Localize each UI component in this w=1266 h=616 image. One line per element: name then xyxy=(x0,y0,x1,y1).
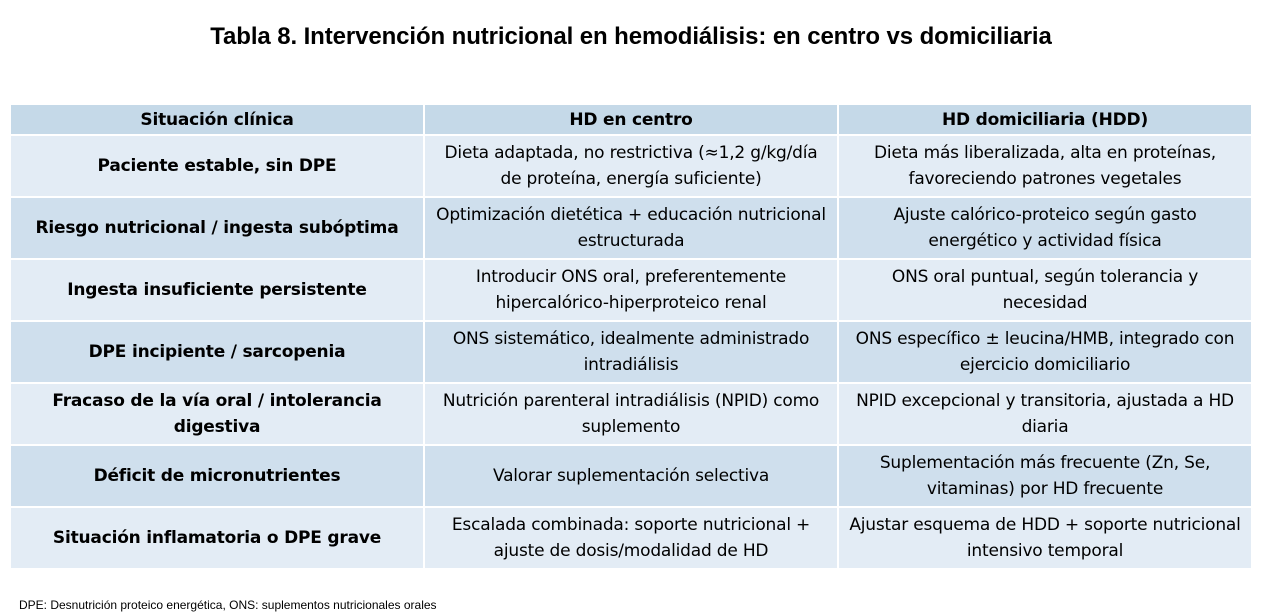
table-title: Tabla 8. Intervención nutricional en hemodiálisis: en centro vs domiciliaria xyxy=(210,23,1052,50)
cell-situacion: Ingesta insuficiente persistente xyxy=(10,259,424,321)
header-situacion-clinica: Situación clínica xyxy=(10,104,424,135)
cell-domiciliaria: ONS específico ± leucina/HMB, integrado con ejercicio domiciliario xyxy=(838,321,1252,383)
cell-domiciliaria: Ajuste calórico-proteico según gasto energético y actividad física xyxy=(838,197,1252,259)
table-row xyxy=(10,321,1252,383)
cell-centro: ONS sistemático, idealmente administrado intradiálisis xyxy=(424,321,838,383)
cell-situacion: Fracaso de la vía oral / intolerancia digestiva xyxy=(10,383,424,445)
cell-domiciliaria: Ajustar esquema de HDD + soporte nutricional intensivo temporal xyxy=(838,507,1252,569)
cell-centro: Valorar suplementación selectiva xyxy=(424,445,838,507)
cell-centro: Dieta adaptada, no restrictiva (≈1,2 g/kg/día de proteína, energía suficiente) xyxy=(424,135,838,197)
table-body xyxy=(10,135,1252,569)
cell-domiciliaria: Dieta más liberalizada, alta en proteínas, favoreciendo patrones vegetales xyxy=(838,135,1252,197)
cell-centro: Introducir ONS oral, preferentemente hipercalórico-hiperproteico renal xyxy=(424,259,838,321)
cell-situacion: Déficit de micronutrientes xyxy=(10,445,424,507)
table-row xyxy=(10,383,1252,445)
cell-situacion: Situación inflamatoria o DPE grave xyxy=(10,507,424,569)
cell-centro: Optimización dietética + educación nutricional estructurada xyxy=(424,197,838,259)
header-row xyxy=(10,104,1252,135)
nutrition-table xyxy=(9,103,1253,570)
nutrition-table-container xyxy=(9,103,1251,570)
table-row xyxy=(10,507,1252,569)
table-row xyxy=(10,445,1252,507)
table-footnote: DPE: Desnutrición proteico energética, ONS: suplementos nutricionales orales xyxy=(19,598,437,612)
cell-centro: Escalada combinada: soporte nutricional + ajuste de dosis/modalidad de HD xyxy=(424,507,838,569)
cell-domiciliaria: ONS oral puntual, según tolerancia y necesidad xyxy=(838,259,1252,321)
cell-situacion: DPE incipiente / sarcopenia xyxy=(10,321,424,383)
header-hd-en-centro: HD en centro xyxy=(424,104,838,135)
cell-centro: Nutrición parenteral intradiálisis (NPID) como suplemento xyxy=(424,383,838,445)
table-row xyxy=(10,197,1252,259)
header-hd-domiciliaria: HD domiciliaria (HDD) xyxy=(838,104,1252,135)
cell-situacion: Riesgo nutricional / ingesta subóptima xyxy=(10,197,424,259)
cell-domiciliaria: Suplementación más frecuente (Zn, Se, vitaminas) por HD frecuente xyxy=(838,445,1252,507)
table-header xyxy=(10,104,1252,135)
table-row xyxy=(10,135,1252,197)
cell-domiciliaria: NPID excepcional y transitoria, ajustada a HD diaria xyxy=(838,383,1252,445)
cell-situacion: Paciente estable, sin DPE xyxy=(10,135,424,197)
table-row xyxy=(10,259,1252,321)
